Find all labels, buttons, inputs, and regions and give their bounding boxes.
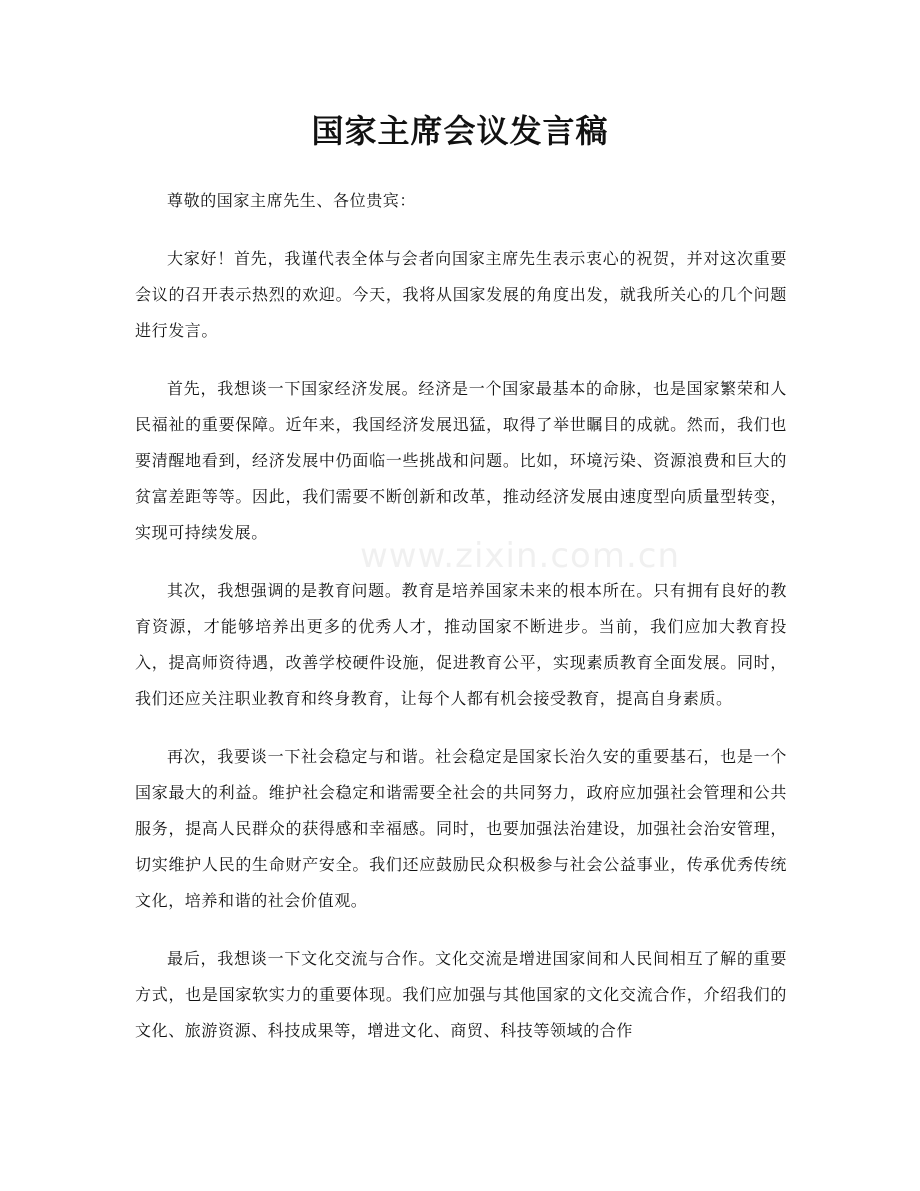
watermark: www.zixin.com.cn xyxy=(360,536,680,576)
salutation: 尊敬的国家主席先生、各位贵宾： xyxy=(167,191,417,210)
paragraph-culture: 最后，我想谈一下文化交流与合作。文化交流是增进国家间和人民间相互了解的重要方式，也是国家软实力的重要体现。我们应加强与其他国家的文化交流合作，介绍我们的文化、旅游资源、科技成果等，增进文化、商贸、科技等领域的合作 xyxy=(135,949,787,1040)
document-title: 国家主席会议发言稿 xyxy=(311,112,609,150)
paragraph-education: 其次，我想强调的是教育问题。教育是培养国家未来的根本所在。只有拥有良好的教育资源，才能够培养出更多的优秀人才，推动国家不断进步。当前，我们应加大教育投入，提高师资待遇，改善学校硬件设施，促进教育公平，实现素质教育全面发展。同时，我们还应关注职业教育和终身教育，让每个人都有机会接受教育，提高自身素质。 xyxy=(135,581,787,708)
paragraph-social-stability: 再次，我要谈一下社会稳定与和谐。社会稳定是国家长治久安的重要基石，也是一个国家最大的利益。维护社会稳定和谐需要全社会的共同努力，政府应加强社会管理和公共服务，提高人民群众的获得感和幸福感。同时，也要加强法治建设，加强社会治安管理，切实维护人民的生命财产安全。我们还应鼓励民众积极参与社会公益事业，传承优秀传统文化，培养和谐的社会价值观。 xyxy=(135,747,787,910)
paragraph-economy: 首先，我想谈一下国家经济发展。经济是一个国家最基本的命脉，也是国家繁荣和人民福祉的重要保障。近年来，我国经济发展迅猛，取得了举世瞩目的成就。然而，我们也要清醒地看到，经济发展中仍面临一些挑战和问题。比如，环境污染、资源浪费和巨大的贫富差距等等。因此，我们需要不断创新和改革，推动经济发展由速度型向质量型转变，实现可持续发展。 xyxy=(135,379,787,542)
paragraph-opening: 大家好！首先，我谨代表全体与会者向国家主席先生表示衷心的祝贺，并对这次重要会议的召开表示热烈的欢迎。今天，我将从国家发展的角度出发，就我所关心的几个问题进行发言。 xyxy=(135,249,787,340)
document-body xyxy=(135,183,787,1071)
